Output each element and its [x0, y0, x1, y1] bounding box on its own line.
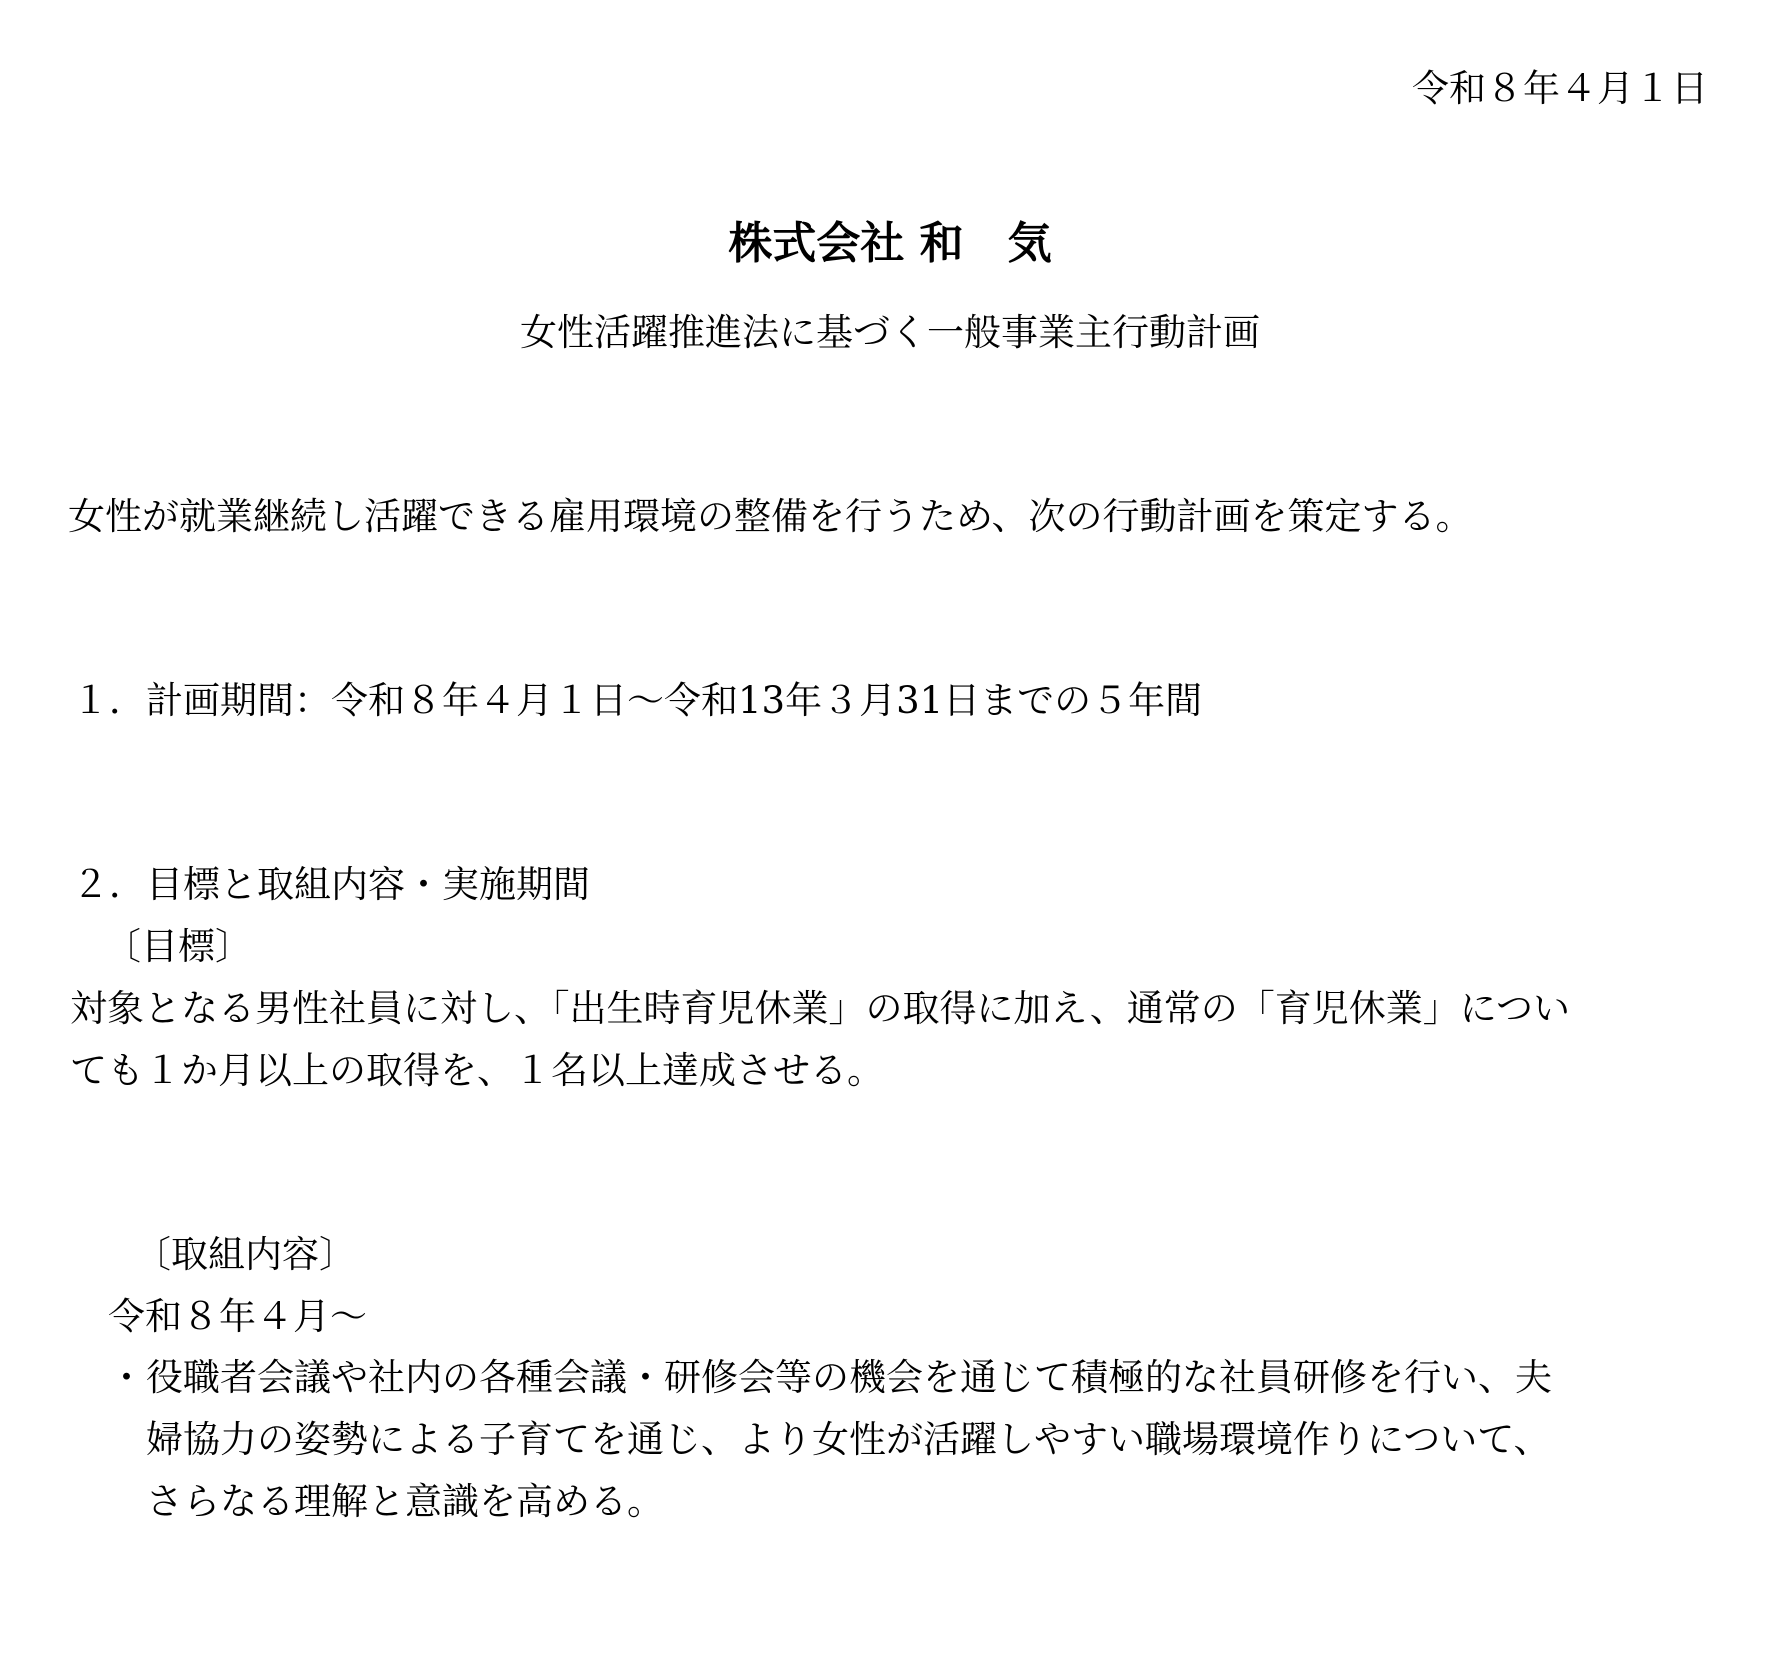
section-2-heading: ２．目標と取組内容・実施期間 — [72, 863, 590, 906]
goal-text-line: 対象となる男性社員に対し、「出生時育児休業」の取得に加え、通常の「育児休業」につい — [70, 987, 1570, 1030]
bullet-marker: ・ — [108, 1356, 145, 1399]
action-text-line: 役職者会議や社内の各種会議・研修会等の機会を通じて積極的な社員研修を行い、夫 — [146, 1356, 1552, 1399]
section-1-plan-period: １．計画期間：令和８年４月１日～令和13年３月31日までの５年間 — [72, 679, 1203, 722]
goal-text-line: ても１か月以上の取得を、１名以上達成させる。 — [70, 1049, 884, 1092]
actions-start-date: 令和８年４月～ — [108, 1295, 367, 1338]
goal-label: 〔目標〕 — [104, 925, 252, 968]
plan-title: 女性活躍推進法に基づく一般事業主行動計画 — [520, 311, 1260, 354]
intro-paragraph: 女性が就業継続し活躍できる雇用環境の整備を行うため、次の行動計画を策定する。 — [68, 495, 1473, 538]
actions-label: 〔取組内容〕 — [134, 1233, 356, 1276]
action-text-line: さらなる理解と意識を高める。 — [146, 1480, 664, 1523]
company-name: 株式会社 和 気 — [728, 218, 1052, 269]
document-date: 令和８年４月１日 — [1412, 67, 1708, 110]
action-text-line: 婦協力の姿勢による子育てを通じ、より女性が活躍しやすい職場環境作りについて、 — [146, 1418, 1551, 1461]
